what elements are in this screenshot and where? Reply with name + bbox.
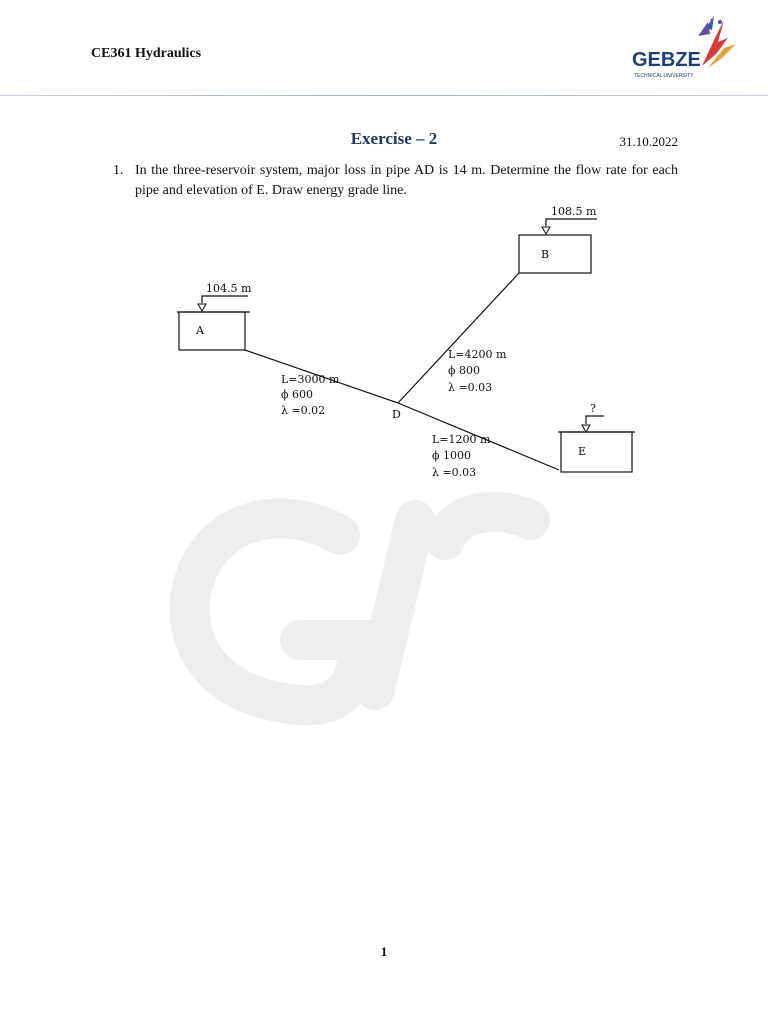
water-level-marker-a <box>198 304 206 311</box>
page-number: 1 <box>380 944 388 959</box>
exercise-title: Exercise – 2 <box>350 129 438 148</box>
reservoir-a <box>179 312 245 350</box>
logo-wordmark: GEBZE <box>632 49 701 71</box>
reservoir-a-label: A <box>196 324 204 337</box>
course-title: CE361 Hydraulics <box>91 46 202 61</box>
pipe-de-friction: λ =0.03 <box>432 466 477 479</box>
reservoir-e <box>561 432 632 472</box>
reservoir-b-label: B <box>541 248 550 261</box>
elevation-b: 108.5 m <box>551 205 597 218</box>
water-level-marker-b <box>542 227 550 234</box>
logo-subtitle: TECHNICAL UNIVERSITY <box>634 73 694 79</box>
pipe-bd-diameter: ϕ 800 <box>448 364 480 377</box>
pipe-ad-diameter: ϕ 600 <box>281 388 313 401</box>
pipe-ad-length: L=3000 m <box>281 373 340 386</box>
question-text: In the three-reservoir system, major loss in pipe AD is 14 m. Determine the flow rate for each pipe and elevation of E. Draw energy grade line. <box>135 163 678 198</box>
question-number: 1. <box>113 163 124 178</box>
water-level-marker-e <box>582 425 590 432</box>
elevation-e: ? <box>590 402 596 415</box>
exercise-date: 31.10.2022 <box>619 134 678 149</box>
pipe-ad-friction: λ =0.02 <box>281 404 326 417</box>
pipe-de-diameter: ϕ 1000 <box>432 449 471 462</box>
reservoir-b <box>519 235 591 273</box>
pipe-bd-friction: λ =0.03 <box>448 381 493 394</box>
junction-d-label: D <box>392 408 401 421</box>
pipe-de-length: L=1200 m <box>432 433 491 446</box>
elevation-a: 104.5 m <box>206 282 252 295</box>
reservoir-e-label: E <box>578 445 587 458</box>
pipe-bd-length: L=4200 m <box>448 348 507 361</box>
